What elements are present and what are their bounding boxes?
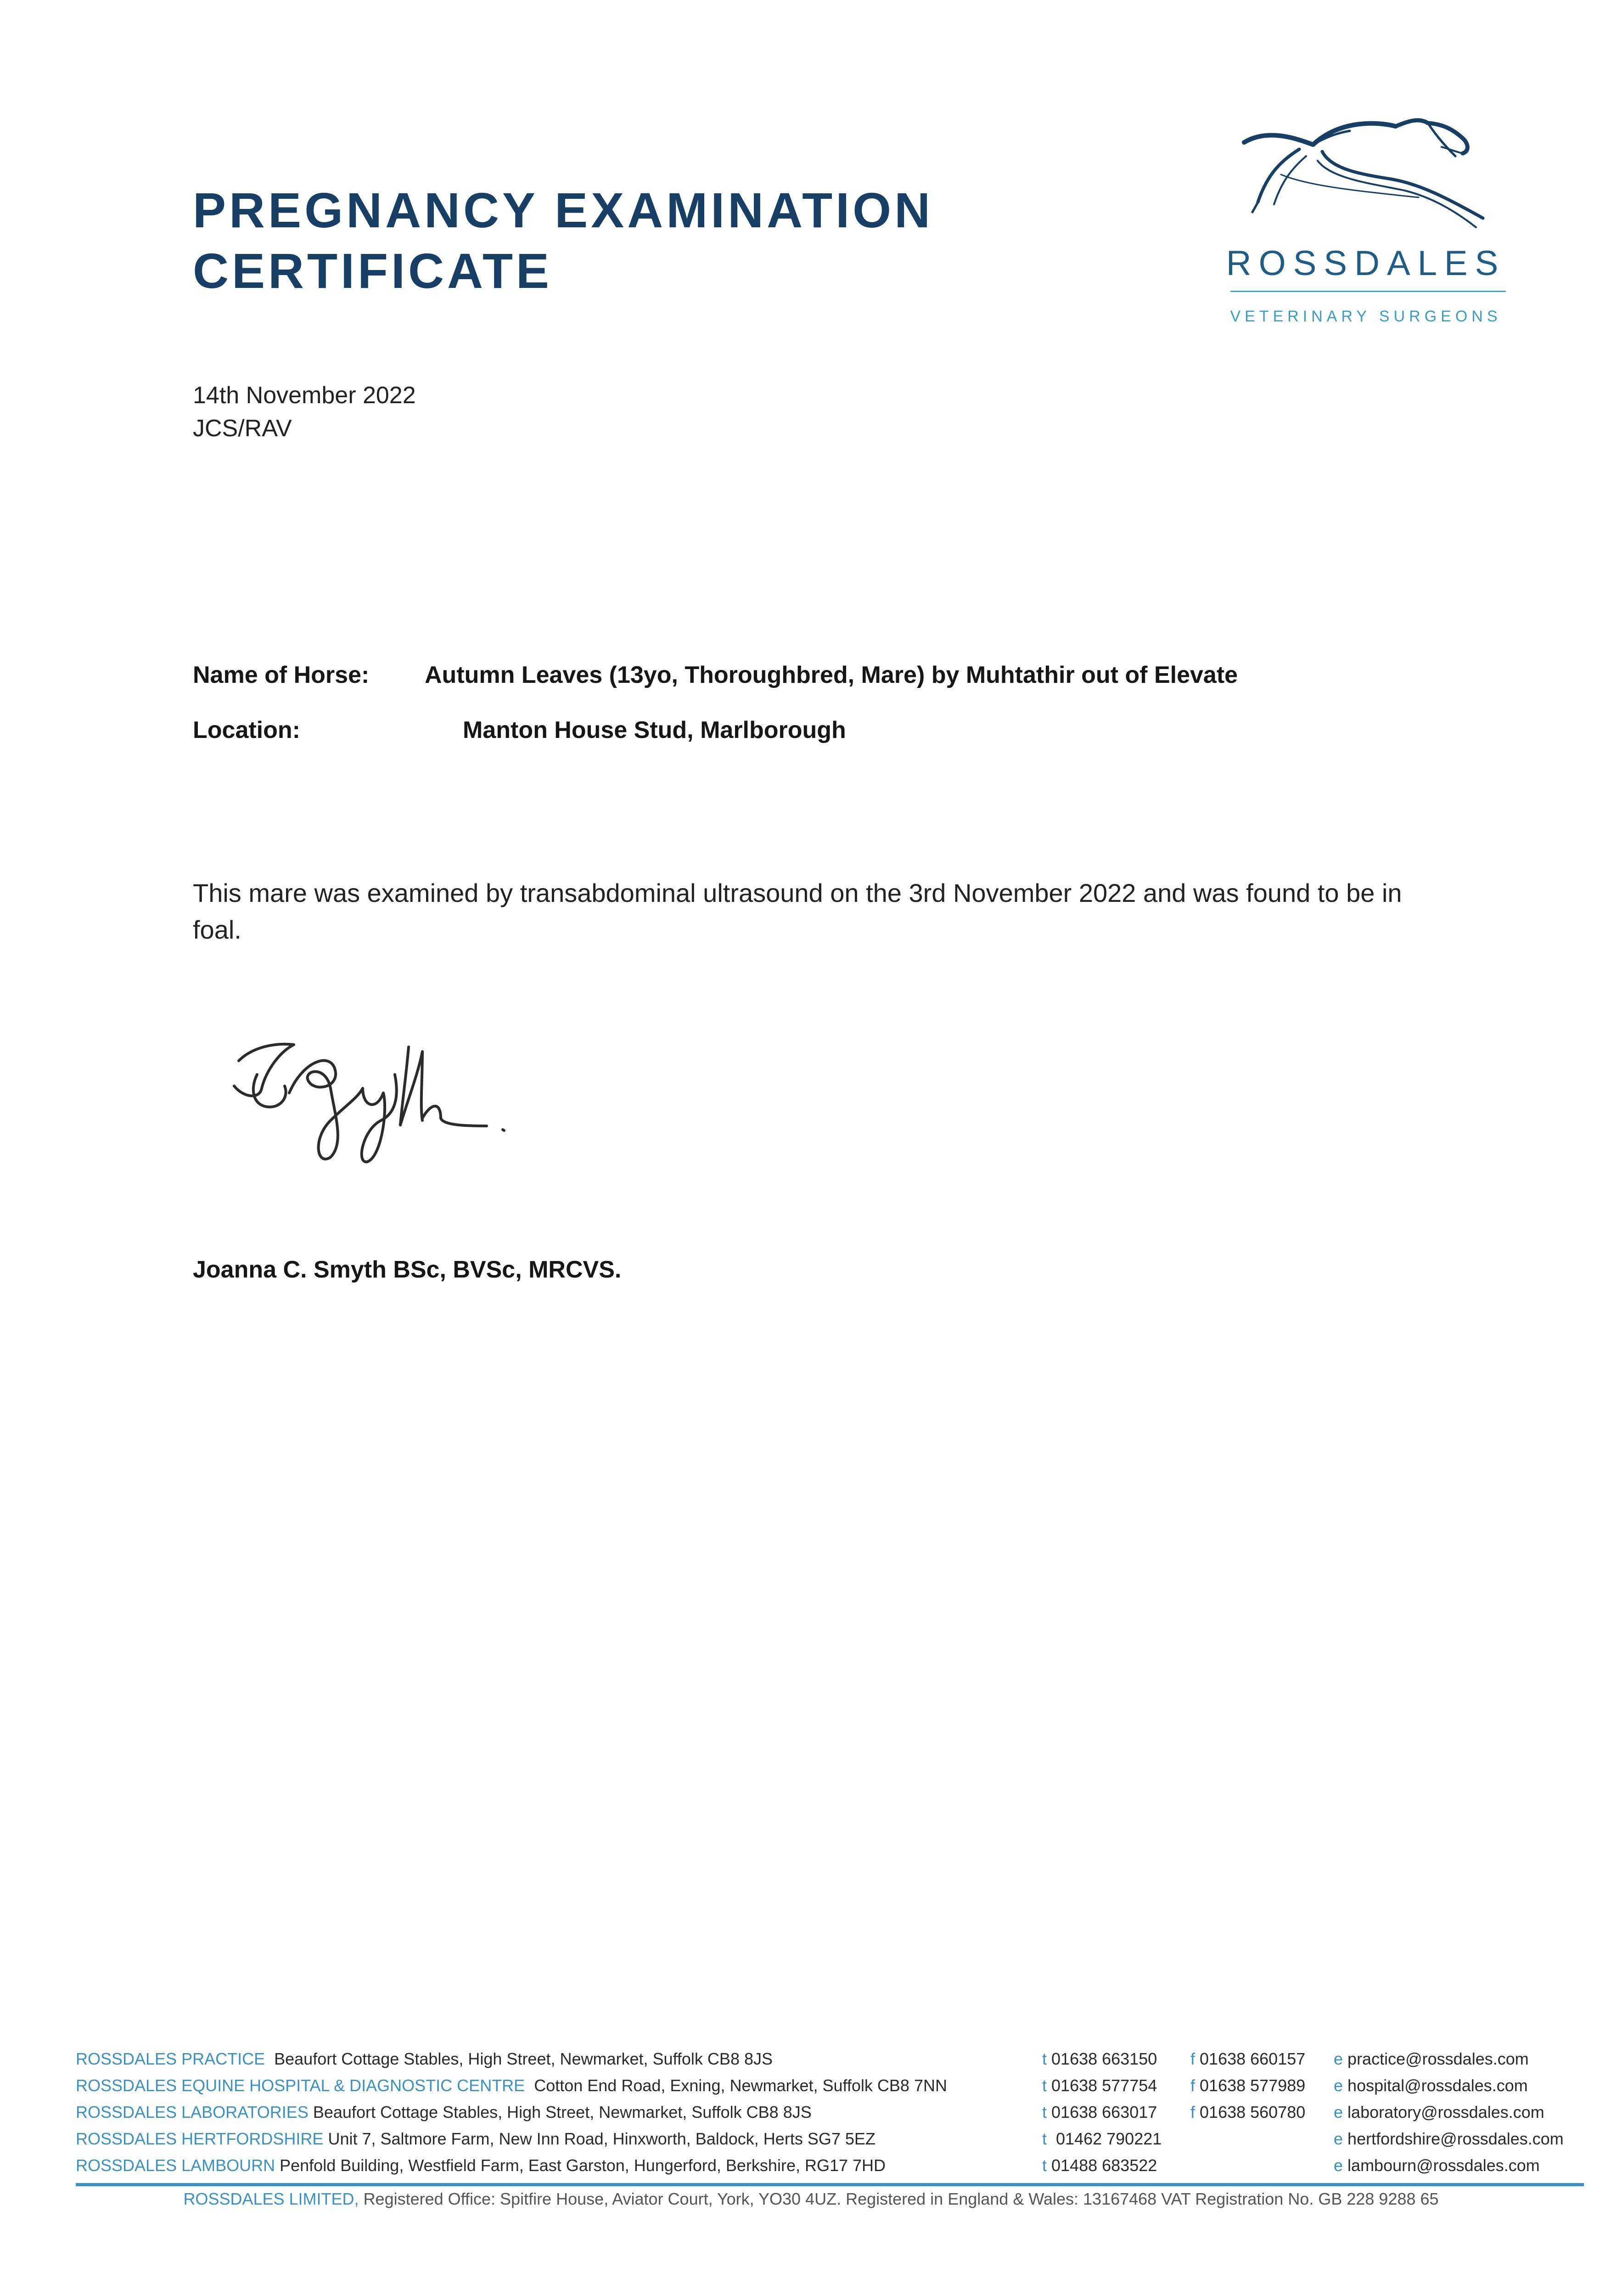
footer-fax: 01638 577989 bbox=[1200, 2076, 1306, 2095]
email-prefix: e bbox=[1334, 2156, 1343, 2175]
handwritten-signature-icon bbox=[225, 1019, 510, 1173]
title-line-2: CERTIFICATE bbox=[193, 243, 552, 298]
rossdales-logo bbox=[1212, 106, 1533, 335]
logo-wordmark: ROSSDALES bbox=[1226, 244, 1506, 283]
logo-subtitle: VETERINARY SURGEONS bbox=[1230, 308, 1502, 325]
footer-phone: 01638 663017 bbox=[1051, 2103, 1157, 2122]
footer-email[interactable]: lambourn@rossdales.com bbox=[1347, 2156, 1540, 2175]
reference-code: JCS/RAV bbox=[193, 415, 292, 442]
fax-prefix: f bbox=[1190, 2103, 1195, 2122]
page-title bbox=[193, 180, 933, 301]
footer-branch-name: ROSSDALES HERTFORDSHIRE bbox=[76, 2129, 324, 2148]
examination-statement: This mare was examined by transabdominal ultrasound on the 3rd November 2022 and was found to be in foal. bbox=[193, 878, 1402, 944]
phone-prefix: t bbox=[1042, 2049, 1047, 2068]
footer-row-lambourn bbox=[76, 2152, 1591, 2179]
email-prefix: e bbox=[1334, 2049, 1343, 2068]
title-line-1: PREGNANCY EXAMINATION bbox=[193, 182, 934, 238]
footer-email[interactable]: practice@rossdales.com bbox=[1347, 2049, 1529, 2068]
signatory-name: Joanna C. Smyth BSc, BVSc, MRCVS. bbox=[193, 1256, 622, 1283]
location-value: Manton House Stud, Marlborough bbox=[463, 717, 846, 743]
footer-phone: 01488 683522 bbox=[1051, 2156, 1157, 2175]
galloping-horse-logo-icon bbox=[1226, 106, 1510, 243]
footer-address: Unit 7, Saltmore Farm, New Inn Road, Hinxworth, Baldock, Herts SG7 5EZ bbox=[328, 2129, 876, 2148]
email-prefix: e bbox=[1334, 2129, 1343, 2148]
fax-prefix: f bbox=[1190, 2076, 1195, 2095]
phone-prefix: t bbox=[1042, 2156, 1047, 2175]
footer-row-hertfordshire bbox=[76, 2126, 1591, 2152]
footer-branch-name: ROSSDALES LABORATORIES bbox=[76, 2103, 309, 2122]
footer-branch-name: ROSSDALES LAMBOURN bbox=[76, 2156, 275, 2175]
legal-registration-text: Registered Office: Spitfire House, Aviator Court, York, YO30 4UZ. Registered in England & Wales: 13167468 VAT Registration No. GB 228 9288 65 bbox=[363, 2189, 1439, 2208]
certificate-date: 14th November 2022 bbox=[193, 382, 416, 409]
email-prefix: e bbox=[1334, 2076, 1343, 2095]
footer-address: Beaufort Cottage Stables, High Street, Newmarket, Suffolk CB8 8JS bbox=[313, 2103, 812, 2122]
footer-contacts bbox=[76, 2046, 1591, 2179]
horse-name-label: Name of Horse: bbox=[193, 662, 370, 688]
footer-email[interactable]: hertfordshire@rossdales.com bbox=[1347, 2129, 1564, 2148]
email-prefix: e bbox=[1334, 2103, 1343, 2122]
footer-row-practice bbox=[76, 2046, 1591, 2072]
footer-row-hospital bbox=[76, 2072, 1591, 2099]
footer-email[interactable]: laboratory@rossdales.com bbox=[1347, 2103, 1544, 2122]
phone-prefix: t bbox=[1042, 2076, 1047, 2095]
footer-address: Beaufort Cottage Stables, High Street, Newmarket, Suffolk CB8 8JS bbox=[274, 2049, 773, 2068]
footer-address: Penfold Building, Westfield Farm, East Garston, Hungerford, Berkshire, RG17 7HD bbox=[280, 2156, 886, 2175]
footer-phone: 01638 577754 bbox=[1051, 2076, 1157, 2095]
footer-fax: 01638 660157 bbox=[1200, 2049, 1306, 2068]
legal-company-name: ROSSDALES LIMITED, bbox=[183, 2189, 359, 2208]
footer-email[interactable]: hospital@rossdales.com bbox=[1347, 2076, 1528, 2095]
footer-fax: 01638 560780 bbox=[1200, 2103, 1306, 2122]
fax-prefix: f bbox=[1190, 2049, 1195, 2068]
footer-branch-name: ROSSDALES PRACTICE bbox=[76, 2049, 265, 2068]
footer-phone: 01638 663150 bbox=[1051, 2049, 1157, 2068]
footer-divider bbox=[76, 2183, 1584, 2186]
footer-phone: 01462 790221 bbox=[1056, 2129, 1162, 2148]
logo-divider bbox=[1230, 291, 1506, 292]
phone-prefix: t bbox=[1042, 2103, 1047, 2122]
phone-prefix: t bbox=[1042, 2129, 1047, 2148]
legal-notice bbox=[0, 2189, 1622, 2209]
footer-address: Cotton End Road, Exning, Newmarket, Suffolk CB8 7NN bbox=[534, 2076, 947, 2095]
location-label: Location: bbox=[193, 717, 300, 743]
horse-name-value: Autumn Leaves (13yo, Thoroughbred, Mare) by Muhtathir out of Elevate bbox=[425, 662, 1238, 688]
footer-row-laboratories bbox=[76, 2099, 1591, 2126]
footer-branch-name: ROSSDALES EQUINE HOSPITAL & DIAGNOSTIC CENTRE bbox=[76, 2076, 525, 2095]
